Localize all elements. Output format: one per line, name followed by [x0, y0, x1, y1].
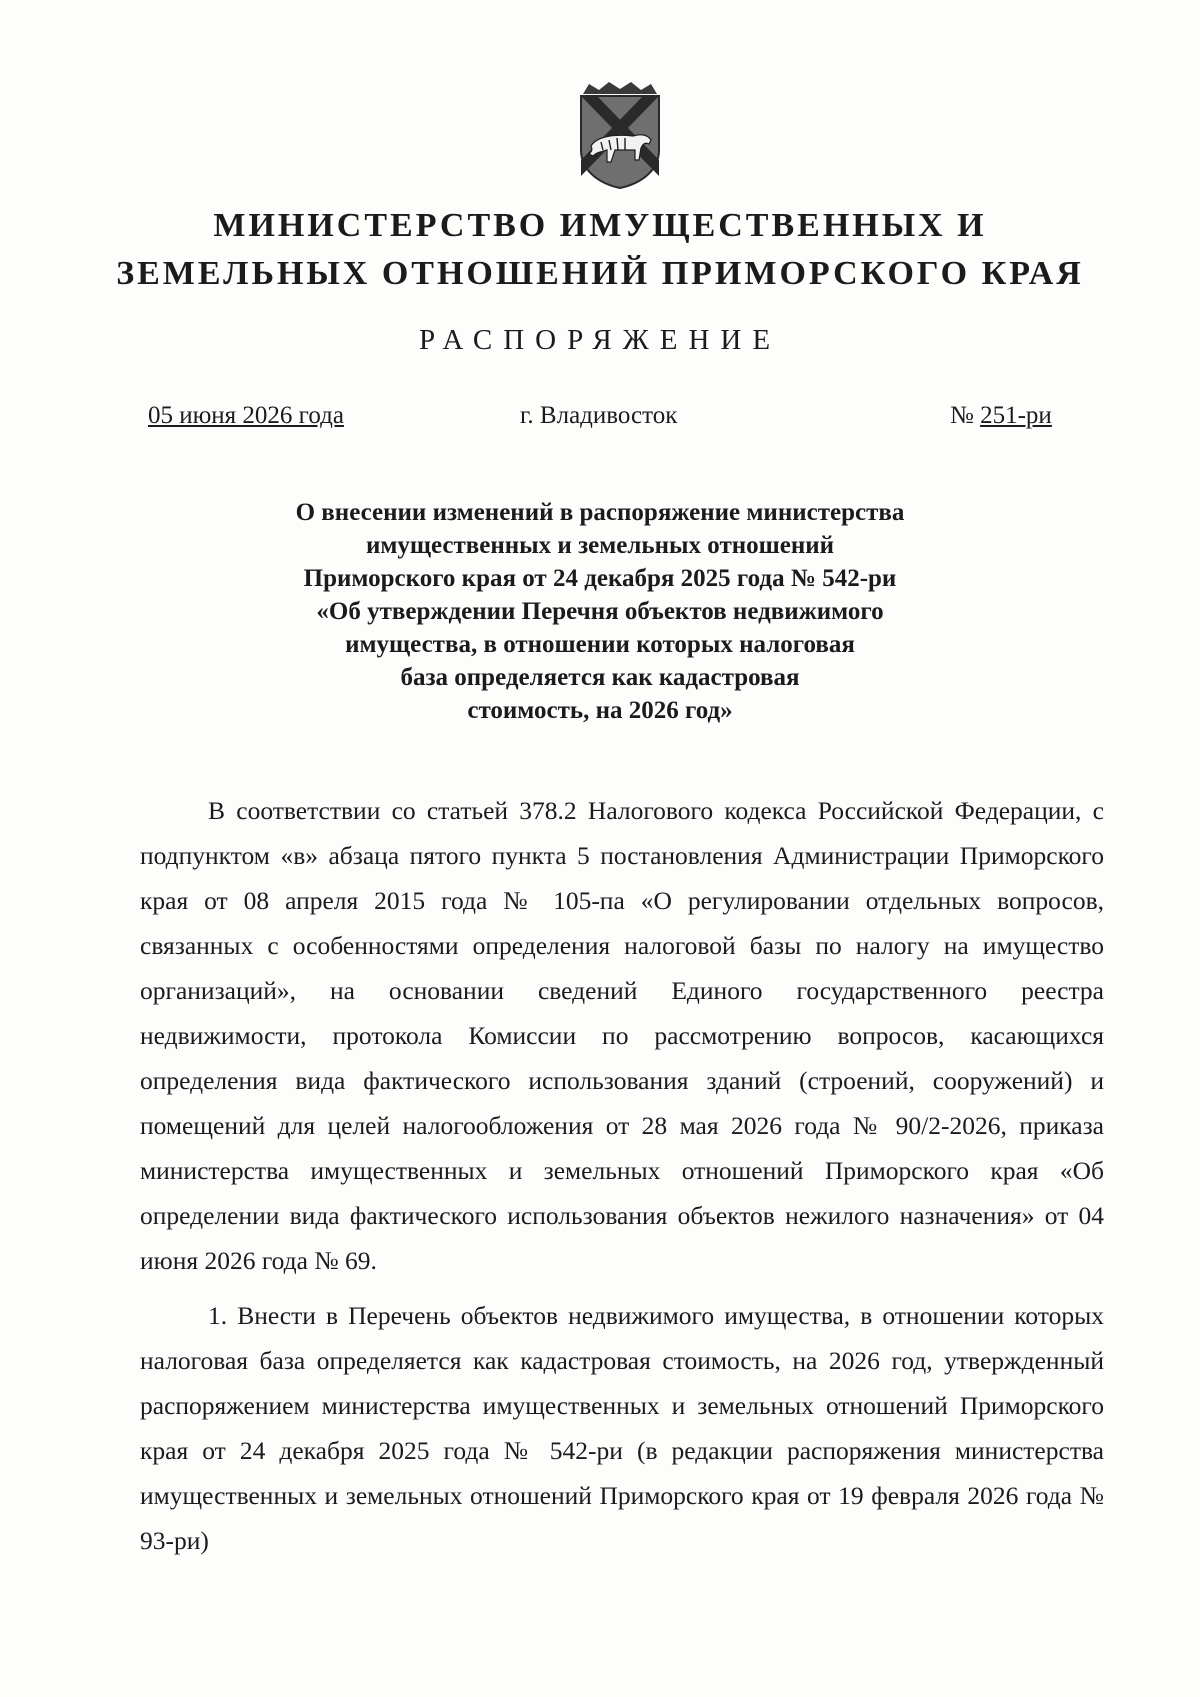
coat-of-arms-icon: [575, 80, 665, 190]
subject-line: имущества, в отношении которых налоговая: [345, 631, 855, 658]
document-date: 05 июня 2026 года: [148, 402, 344, 429]
ministry-name: [0, 202, 1200, 298]
document-type-heading: РАСПОРЯЖЕНИЕ: [418, 324, 782, 356]
subject-line: «Об утверждении Перечня объектов недвижимого: [316, 598, 884, 625]
subject-line: база определяется как кадастровая: [400, 664, 800, 691]
document-body: [140, 788, 1104, 1573]
subject-line: стоимость, на 2026 год»: [467, 697, 733, 724]
number-value: 251-ри: [980, 402, 1052, 429]
number-prefix: №: [950, 402, 981, 429]
subject-line: О внесении изменений в распоряжение министерства: [295, 499, 905, 526]
document-city: г. Владивосток: [520, 402, 678, 429]
clause-1-paragraph: 1. Внести в Перечень объектов недвижимого имущества, в отношении которых налоговая база определяется как кадастровая стоимость, на 2026 год, утвержденный распоряжением министерства имущественных и земельных отношений Приморского края от 24 декабря 2025 года № 542-ри (в редакции распоряжения министерства имущественных и земельных отношений Приморского края от 19 февраля 2026 года № 93-ри): [140, 1301, 1104, 1555]
subject-line: имущественных и земельных отношений: [365, 532, 835, 559]
document-number: [950, 400, 1052, 432]
subject-line: Приморского края от 24 декабря 2025 года № 542-ри: [303, 565, 897, 592]
preamble-paragraph: В соответствии со статьей 378.2 Налогового кодекса Российской Федерации, с подпунктом «в» абзаца пятого пункта 5 постановления Администрации Приморского края от 08 апреля 2015 года № 105-па «О регулировании отдельных вопросов, связанных с особенностями определения налоговой базы по налогу на имущество организаций», на основании сведений Единого государственного реестра недвижимости, протокола Комиссии по рассмотрению вопросов, касающихся определения вида фактического использования зданий (строений, сооружений) и помещений для целей налогообложения от 28 мая 2026 года № 90/2-2026, приказа министерства имущественных и земельных отношений Приморского края «Об определении вида фактического использования объектов нежилого назначения» от 04 июня 2026 года № 69.: [140, 796, 1104, 1275]
document-subject: [200, 496, 1000, 727]
ministry-name-line-2: ЗЕМЕЛЬНЫХ ОТНОШЕНИЙ ПРИМОРСКОГО КРАЯ: [116, 255, 1084, 292]
ministry-name-line-1: МИНИСТЕРСТВО ИМУЩЕСТВЕННЫХ И: [213, 207, 987, 244]
